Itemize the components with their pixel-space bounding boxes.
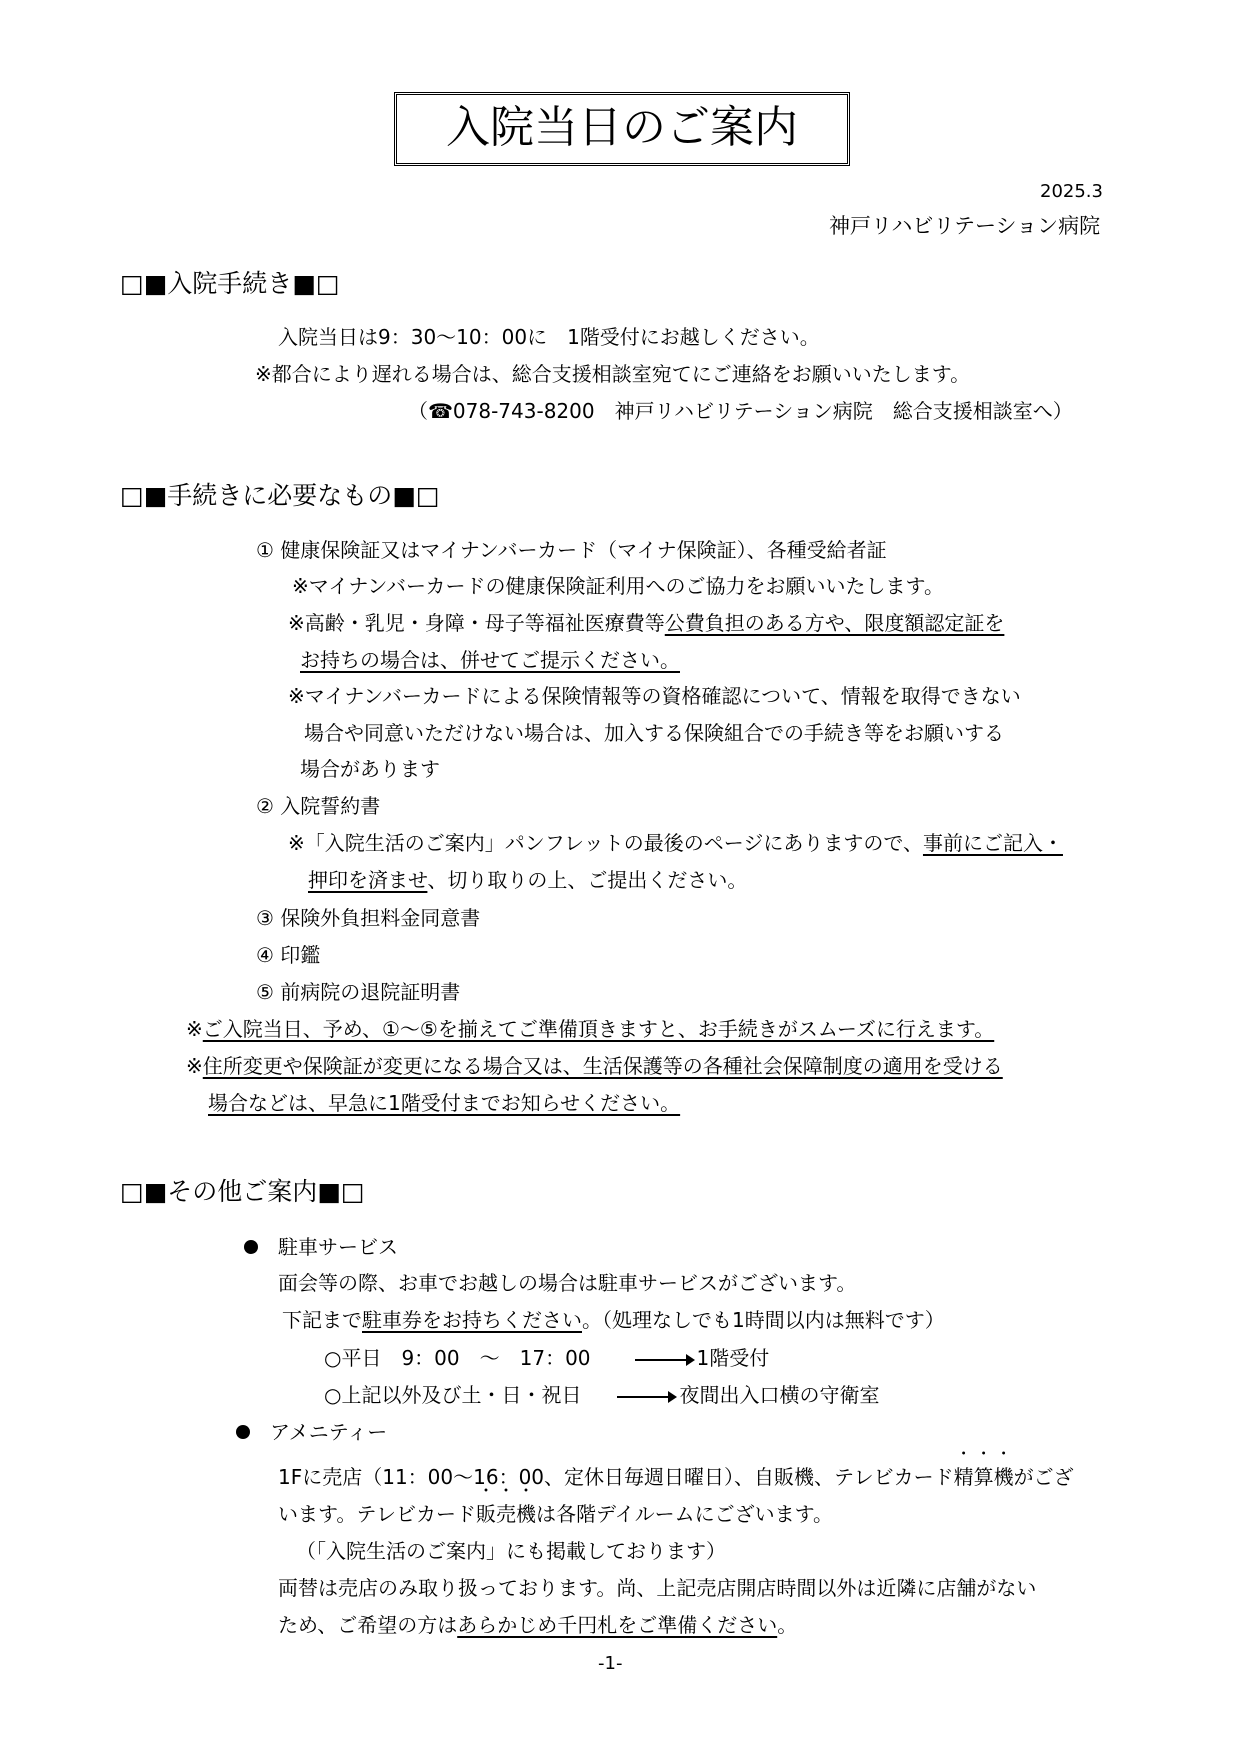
item-1-note-1: ※マイナンバーカードの健康保険証利用へのご協力をお願いいたします。	[292, 574, 944, 598]
item-2-note-cont: 押印を済ませ、切り取りの上、ご提出ください。	[308, 868, 748, 892]
required-item-2: ② 入院誓約書	[256, 794, 381, 818]
required-item-5: ⑤ 前病院の退院証明書	[256, 980, 461, 1004]
bullet-icon	[236, 1425, 250, 1439]
bullet-icon	[244, 1240, 258, 1254]
page-number: -1-	[598, 1653, 623, 1674]
page-title: 入院当日のご案内	[394, 92, 850, 166]
section-heading-admission: □■入院手続き■□	[120, 269, 340, 298]
amenity-exchange: 両替は売店のみ取り扱っております。尚、上記売店開店時間以外は近隣に店舗がない	[278, 1576, 1037, 1600]
item-1-note-2: ※高齢・乳児・身障・母子等福祉医療費等公費負担のある方や、限度額認定証を	[288, 611, 1005, 635]
parking-holiday: ○上記以外及び土・日・祝日 夜間出入口横の守衛室	[324, 1383, 880, 1407]
required-item-1: ① 健康保険証又はマイナンバーカード（マイナ保険証）、各種受給者証	[256, 538, 887, 562]
hospital-name: 神戸リハビリテーション病院	[829, 214, 1101, 238]
item-1-note-3-end: 場合があります	[300, 757, 440, 781]
amenity-exchange-cont: ため、ご希望の方はあらかじめ千円札をご準備ください。	[278, 1613, 798, 1637]
parking-ticket-note: 下記まで駐車券をお持ちください。（処理なしでも1時間以内は無料です）	[282, 1308, 945, 1332]
parking-weekday: ○平日 9：00 ～ 17：00 1階受付	[324, 1346, 770, 1370]
section-heading-required-items: □■手続きに必要なもの■□	[120, 481, 440, 510]
required-item-3: ③ 保険外負担料金同意書	[256, 906, 481, 930]
change-notice: ※住所変更や保険証が変更になる場合又は、生活保護等の各種社会保障制度の適用を受ける	[186, 1054, 1003, 1078]
preparation-note: ※ご入院当日、予め、①～⑤を揃えてご準備頂きますと、お手続きがスムーズに行えます。	[186, 1017, 995, 1041]
amenity-shop: 1Fに売店（11：00～16：00、定休日毎週日曜日）、自販機、テレビカード・ 精・ 算・ 機がござ	[278, 1463, 1074, 1491]
amenity-reference: （「入院生活のご案内」にも掲載しております）	[296, 1539, 726, 1563]
section-heading-other-info: □■その他ご案内■□	[120, 1177, 365, 1206]
change-notice-cont: 場合などは、早急に1階受付までお知らせください。	[208, 1091, 681, 1115]
contact-info: （☎078-743-8200 神戸リハビリテーション病院 総合支援相談室へ）	[408, 399, 1073, 423]
date: 2025.3	[1040, 181, 1103, 202]
amenity-tv-card: います。テレビカード・ 販・ 売・ 機は各階デイルームにございます。	[278, 1500, 833, 1528]
item-1-note-3-cont: 場合や同意いただけない場合は、加入する保険組合での手続き等をお願いする	[304, 721, 1004, 745]
item-1-note-3: ※マイナンバーカードによる保険情報等の資格確認について、情報を取得できない	[288, 684, 1021, 708]
item-1-note-2-cont: お持ちの場合は、併せてご提示ください。	[300, 648, 680, 672]
arrow-right-icon	[617, 1396, 669, 1398]
late-note: ※都合により遅れる場合は、総合支援相談室宛てにご連絡をお願いいたします。	[255, 362, 971, 386]
parking-desc: 面会等の際、お車でお越しの場合は駐車サービスがございます。	[278, 1271, 857, 1295]
item-2-note: ※「入院生活のご案内」パンフレットの最後のページにありますので、事前にご記入・	[288, 831, 1063, 855]
required-item-4: ④ 印鑑	[256, 943, 321, 967]
admission-time: 入院当日は9：30～10：00に 1階受付にお越しください。	[278, 325, 820, 349]
arrow-right-icon	[635, 1359, 687, 1361]
parking-heading: 駐車サービス	[244, 1233, 398, 1261]
amenity-heading: アメニティー	[236, 1418, 387, 1446]
